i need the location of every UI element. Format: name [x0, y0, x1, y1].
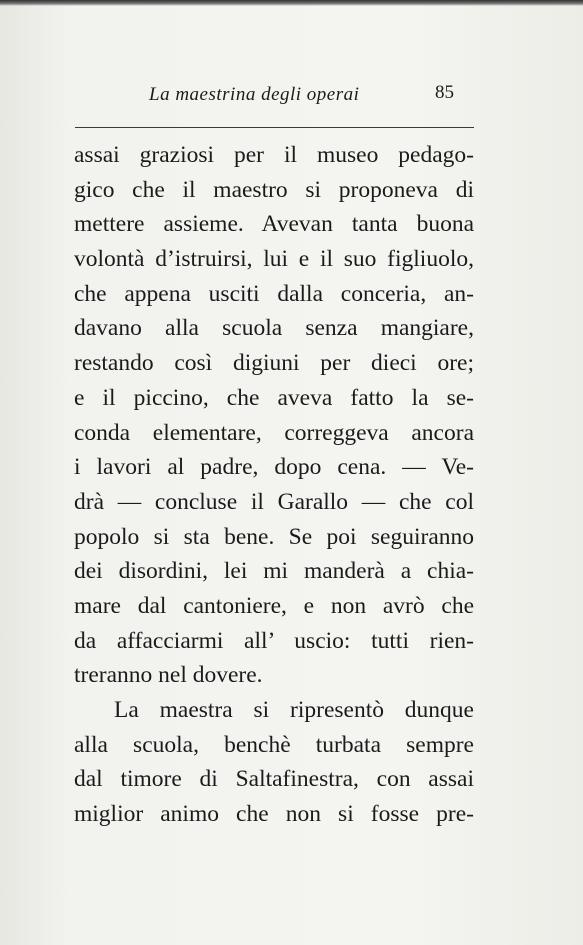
running-title: La maestrina degli operai [149, 84, 360, 105]
text-line: e il piccino, che aveva fatto la se- [74, 384, 474, 411]
page-number: 85 [435, 82, 454, 103]
page-top-edge [0, 0, 583, 6]
text-line: popolo si sta bene. Se poi seguiranno [74, 523, 474, 550]
text-line: mettere assieme. Avevan tanta buona [74, 211, 474, 238]
text-line: i lavori al padre, dopo cena. — Ve- [74, 454, 474, 481]
text-line: da affacciarmi all’ uscio: tutti rien- [74, 627, 474, 654]
body-text [74, 138, 484, 832]
text-line: mare dal cantoniere, e non avrò che [74, 592, 474, 619]
text-line: conda elementare, correggeva ancora [74, 419, 474, 446]
text-line: assai graziosi per il museo pedago- [74, 142, 474, 168]
text-line: gico che il maestro si proponeva di [74, 176, 474, 203]
text-line: alla scuola, benchè turbata sempre [74, 731, 474, 758]
text-line: dei disordini, lei mi manderà a chia- [74, 558, 474, 585]
text-line: La maestra si ripresentò dunque [114, 697, 474, 723]
text-line: che appena usciti dalla conceria, an- [74, 280, 474, 307]
text-line: drà — concluse il Garallo — che col [74, 488, 474, 515]
header-rule [75, 127, 474, 128]
text-line: volontà d’istruirsi, lui e il suo figliuolo, [74, 246, 474, 273]
text-line: treranno nel dovere. [74, 662, 263, 689]
text-line: davano alla scuola senza mangiare, [74, 315, 474, 342]
running-header [74, 84, 474, 114]
text-line: dal timore di Saltafinestra, con assai [74, 766, 474, 793]
text-line: restando così digiuni per dieci ore; [74, 350, 474, 377]
text-line: miglior animo che non si fosse pre- [74, 801, 474, 828]
